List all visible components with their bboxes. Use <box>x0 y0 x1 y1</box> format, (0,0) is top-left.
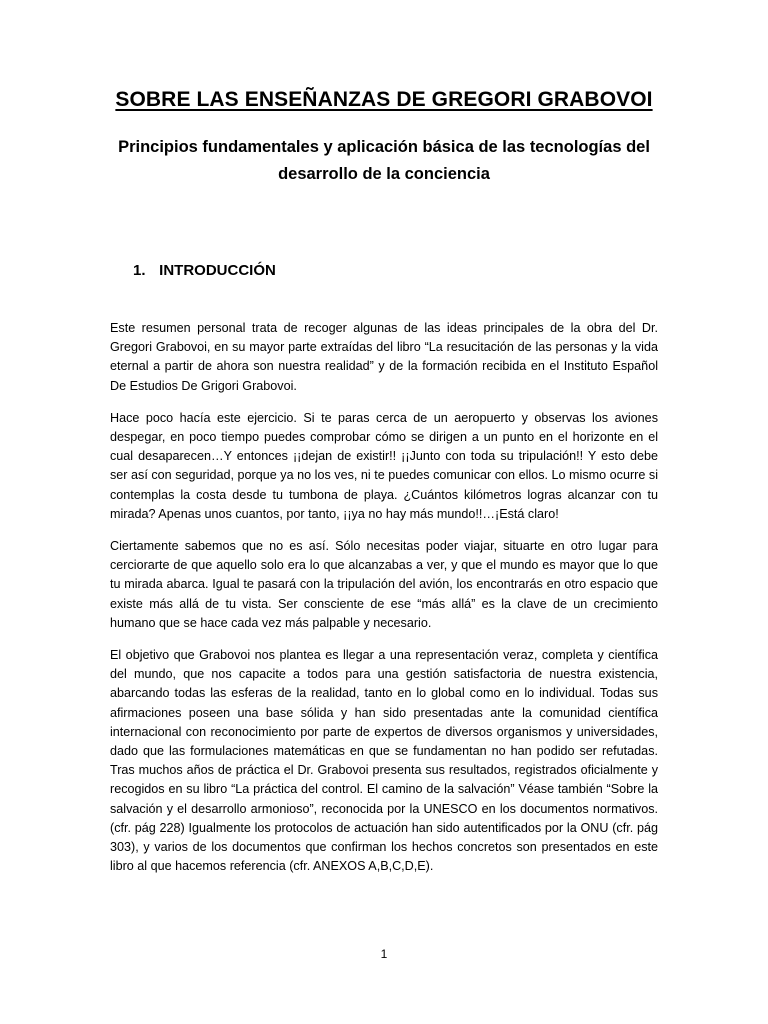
section-heading <box>133 262 276 279</box>
page-number: 1 <box>380 947 388 961</box>
paragraph-objective: El objetivo que Grabovoi nos plantea es llegar a una representación veraz, completa y científica del mundo, que nos capacite a todos para una gestión satisfactoria de nuestra existencia, abarcando todas las esferas de la realidad, tanto en lo global como en lo individual. Todas sus afirmaciones poseen una base sólida y han sido presentadas ante la comunidad científica internacional con reconocimiento por parte de expertos de diversos organismos y universidades, dado que las formulaciones matemáticas en que se fundamentan no han podido ser refutadas. Tras muchos años de práctica el Dr. Grabovoi presenta sus resultados, registrados oficialmente y recogidos en su libro “La práctica del control. El camino de la salvación” Véase también “Sobre la salvación y el desarrollo armonioso”, reconocida por la UNESCO en los documentos normativos. (cfr. pág 228) Igualmente los protocolos de actuación han sido autentificados por la ONU (cfr. pág 303), y varios de los documentos que confirman los hechos concretos son presentados en este libro al que hacemos referencia (cfr. ANEXOS A,B,C,D,E). <box>110 648 658 874</box>
section-number: 1. <box>133 262 146 279</box>
document-subtitle: Principios fundamentales y aplicación básica de las tecnologías del desarrollo de la conciencia <box>118 138 650 183</box>
paragraph-beyond: Ciertamente sabemos que no es así. Sólo necesitas poder viajar, situarte en otro lugar para cerciorarte de que aquello solo era lo que alcanzabas a ver, y que el mundo es mayor que lo que tu mirada abarca. Igual te pasará con la tripulación del avión, los encontrarás en otro espacio que existe más allá de tu vista. Ser consciente de ese “más allá” es la clave de un crecimiento humano que se hace cada vez más palpable y necesario. <box>110 539 658 630</box>
section-heading-text: INTRODUCCIÓN <box>159 262 276 279</box>
paragraph-intro: Este resumen personal trata de recoger algunas de las ideas principales de la obra del Dr. Gregori Grabovoi, en su mayor parte extraídas del libro “La resucitación de las personas y la vida eternal a partir de ahora son nuestra realidad” y de la formación recibida en el Instituto Español De Estudios De Grigori Grabovoi. <box>110 321 658 393</box>
body-text <box>110 319 658 889</box>
paragraph-airport: Hace poco hacía este ejercicio. Si te paras cerca de un aeropuerto y observas los aviones despegar, en poco tiempo puedes comprobar cómo se dirigen a un punto en el horizonte en el cual desaparecen…Y entonces ¡¡dejan de existir!! ¡¡Junto con toda su tripulación!! Y esto debe ser así con seguridad, porque ya no los ves, ni te puedes comunicar con ellos. Lo mismo ocurre si contemplas la costa desde tu tumbona de playa. ¿Cuántos kilómetros logras alcanzar con tu mirada? Apenas unos cuantos, por tanto, ¡¡ya no hay más mundo!!…¡Está claro! <box>110 410 658 521</box>
document-title: SOBRE LAS ENSEÑANZAS DE GREGORI GRABOVOI <box>115 88 653 111</box>
